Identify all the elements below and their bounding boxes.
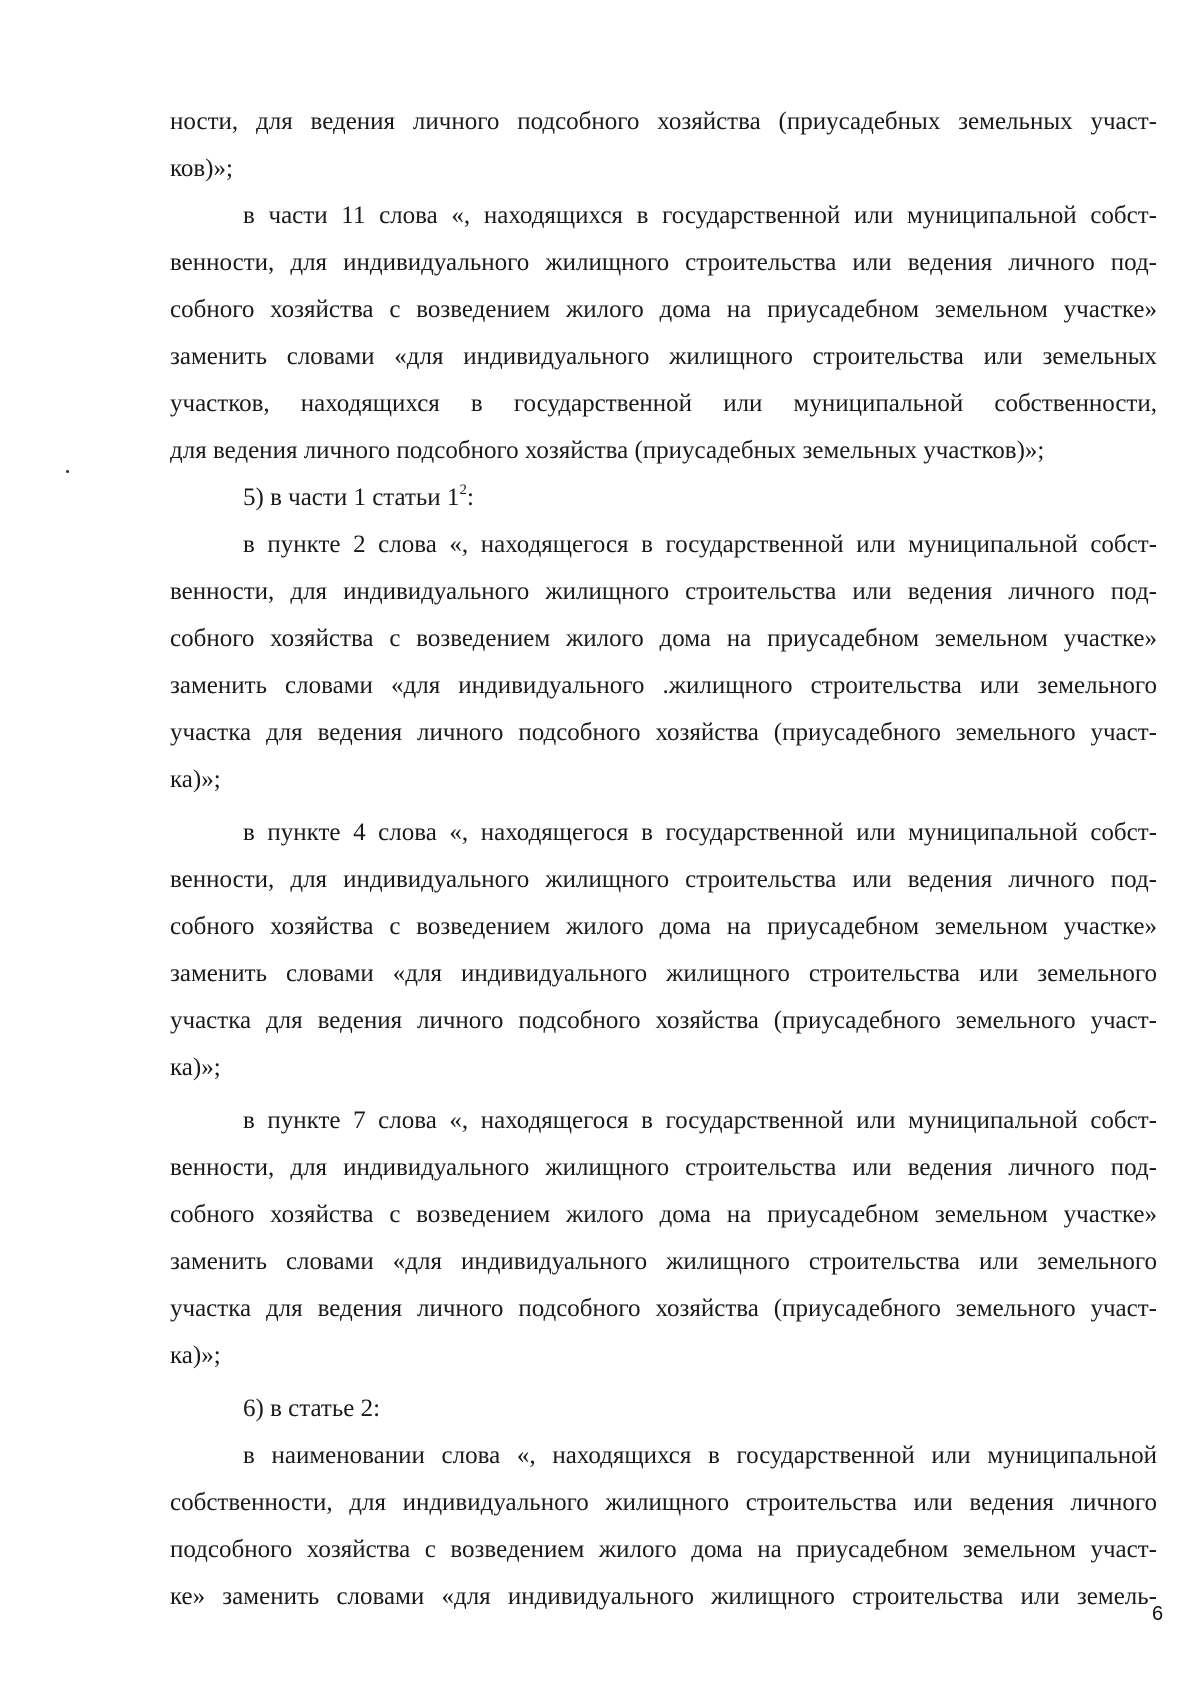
text-line: ности, для ведения личного подсобного хозяйства (приусадебных земельных участ-	[170, 108, 1157, 135]
text-line: в пункте 4 слова «, находящегося в государственной или муниципальной собст-	[243, 819, 1157, 846]
text-line: собного хозяйства с возведением жилого дома на приусадебном земельном участке»	[170, 1201, 1157, 1228]
text-line: заменить словами «для индивидуального жилищного строительства или земельных	[170, 343, 1157, 370]
text-line	[170, 474, 1157, 521]
text-line: венности, для индивидуального жилищного строительства или ведения личного под-	[170, 866, 1157, 893]
superscript: 2	[459, 481, 467, 498]
text-line: 6) в статье 2:	[243, 1395, 381, 1422]
text-line: в наименовании слова «, находящихся в государственной или муниципальной	[243, 1442, 1157, 1469]
text-line: ке» заменить словами «для индивидуального жилищного строительства или земель-	[170, 1583, 1157, 1610]
text-line: венности, для индивидуального жилищного строительства или ведения личного под-	[170, 249, 1157, 276]
text-line: собного хозяйства с возведением жилого дома на приусадебном земельном участке»	[170, 296, 1157, 323]
text-line: собного хозяйства с возведением жилого дома на приусадебном земельном участке»	[170, 913, 1157, 940]
text-line-suffix: :	[466, 484, 474, 511]
text-line: для ведения личного подсобного хозяйства (приусадебных земельных участков)»;	[170, 437, 1045, 464]
page-number: 6	[1152, 1603, 1164, 1625]
text-line: собственности, для индивидуального жилищного строительства или ведения личного	[170, 1489, 1157, 1516]
text-line: венности, для индивидуального жилищного строительства или ведения личного под-	[170, 1154, 1157, 1181]
text-line: ка)»;	[170, 766, 221, 793]
text-line: в пункте 2 слова «, находящегося в государственной или муниципальной собст-	[243, 531, 1157, 558]
text-line: участка для ведения личного подсобного хозяйства (приусадебного земельного участ-	[170, 1295, 1157, 1322]
text-line-main: 5) в части 1 статьи 1	[243, 484, 460, 511]
text-line: в части 11 слова «, находящихся в государственной или муниципальной собст-	[243, 202, 1157, 229]
text-line: заменить словами «для индивидуального жилищного строительства или земельного	[170, 1248, 1157, 1275]
text-line: подсобного хозяйства с возведением жилого дома на приусадебном земельном участ-	[170, 1536, 1157, 1563]
text-line: заменить словами «для индивидуального .жилищного строительства или земельного	[170, 672, 1157, 699]
text-line: участка для ведения личного подсобного хозяйства (приусадебного земельного участ-	[170, 719, 1157, 746]
text-line: собного хозяйства с возведением жилого дома на приусадебном земельном участке»	[170, 625, 1157, 652]
document-body	[170, 98, 1157, 1620]
text-line: ка)»;	[170, 1054, 221, 1081]
text-line: ков)»;	[170, 155, 233, 182]
text-line: участка для ведения личного подсобного хозяйства (приусадебного земельного участ-	[170, 1007, 1157, 1034]
text-line: в пункте 7 слова «, находящегося в государственной или муниципальной собст-	[243, 1107, 1157, 1134]
text-line: венности, для индивидуального жилищного строительства или ведения личного под-	[170, 578, 1157, 605]
scan-speck	[66, 470, 69, 473]
text-line: участков, находящихся в государственной или муниципальной собственности,	[170, 390, 1157, 417]
text-line: ка)»;	[170, 1342, 221, 1369]
text-line: заменить словами «для индивидуального жилищного строительства или земельного	[170, 960, 1157, 987]
